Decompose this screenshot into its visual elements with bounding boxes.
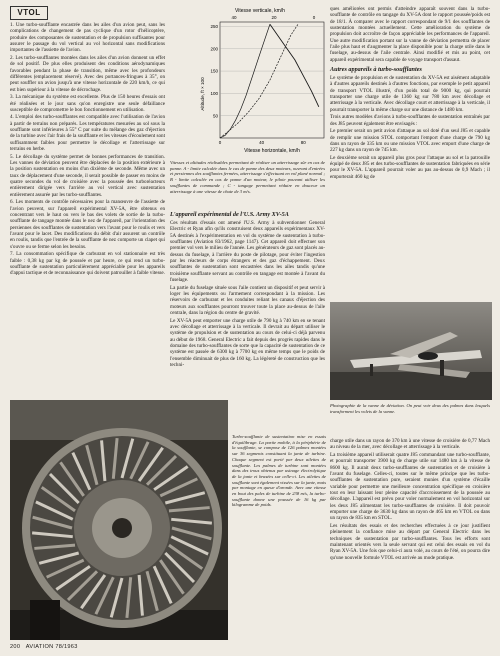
chart-y-tick: 200 (210, 46, 218, 52)
chart-y-tick: 100 (210, 90, 218, 96)
section-tag: VTOL (10, 6, 48, 20)
list-item: 5. Le décollage du système permet de bonnes performances de transition. Les vannes de déviation peuvent être déplacées de la position extérieure à la position sustentation en moins d'un dixième de seconde. Même avec un taux de déplacement d'une seconde, il serait possible de passer en moins de quatre secondes du vol de croisière avec la poussée des turboréacteurs entièrement dirigée vers l'arrière au vol vertical avec sustentation entièrement assurée par les turbo-soufflantes. (10, 153, 165, 198)
paragraph: La troisième appareil utiliserait quatre J85 commandant une turbo-soufflante, et pourrait transporter 3900 kg de charge utile sur 1480 km à la vitesse de 8600 kg. Il aurait deux turbo-soufflantes de sustentation et de croisière à l'avant du fuselage. Celles-ci, toutes sur le même principe que les turbo-soufflantes de sustentation pure, seraient munies d'un système d'écaille variable pour permettre une meilleure concentration spécifique en croisière tout en leur laissant leur pleine capacité d'accroissement de la poussée au décollage. L'appareil est prévu pour voler normalement en vol horizontal sur les deux J85 alimentant les turbo-soufflantes de croisière. Il doit pouvoir emporter une charge de 3630 kg dans un rayon de 465 km en VTOL ou dans un rayon de 835 km en STOL. (330, 451, 490, 522)
chart-caption: Vitesses et altitudes réalisables permettant de réaliser un atterrissage sûr en cas de panne. A - limite calculée dans le cas de panne des deux moteurs, ouvrant d'entrées et persiennes des soufflantes fermées, atterrissage s'effectuant en vol plané normal ; B - limite calculée en cas de panne d'un moteur, le pilote pouvant utiliser les soufflantes de commande ; C - tangage permettant réduire en douceur un atterrissage à une vitesse de chute de 3 m/s. (170, 160, 325, 194)
paragraph: Le système de propulsion et de sustentation du XV-5A est aisément adaptable à d'autres appareils destinés à d'autres fonctions, par exemple le petit appareil de transport VTOL illustré, d'un poids total de 9000 kg, qui pourrait transporter une charge utile de 1360 kg sur 780 km avec décollage et atterrissage à la verticale. Avec décollage court et atterrissage à la verticale, il pourrait transporter la même charge sur une distance de 1480 km. (330, 75, 490, 113)
aircraft-image (330, 302, 492, 400)
paragraph: Ces résultats d'essais ont amené l'U.S. Army à subventionner General Electric et Ryan afin qu'ils construisent deux appareils expérimentaux XV-5A destinés à l'expérimentation en vol du système de sustentation à turbo-soufflantes (Aviation 83/1962, page 1147). Cet appareil doit effectuer son premier vol vers le milieu de l'année. Les générateurs de gaz sont placés au-dessus du fuselage, à l'arrière du poste de pilotage, pour éviter l'ingestion par les réacteurs de corps étrangers et des gaz d'échappement. Deux soufflantes de sustentation sont encastrées dans les ailes tandis qu'une troisième soufflante servant au contrôle en tangage est montée à l'avant du fuselage. (170, 220, 325, 284)
list-item: 3. La mécanique du système est excellente. Plus de 150 heures d'essais ont été réalisées et le jour sans qu'on enregistre une seule défaillance susceptible de compromettre le bon fonctionnement en utilisation. (10, 94, 165, 113)
article-column-3 (330, 6, 490, 181)
paragraph: Le premier serait un petit avion d'attaque au sol doté d'un seul J85 et capable de remplir une mission STOL comportant l'emport d'une charge de 790 kg dans un rayon de 335 km ou une mission VTOL avec emport d'une charge de 227 kg dans un rayon de 745 km. (330, 128, 490, 154)
chart-top-tick: 0 (312, 15, 316, 20)
list-item: 7. La consommation spécifique de carburant en vol stationnaire est très faible : 0,38 kg par kg de poussée et par heure, ce qui rend un turbo-soufflante de sustentation particulièrement appréciable pour les appareils d'appui tactique et de reconnaissance qui doivent patrouiller à faible vitesse. (10, 251, 165, 277)
chart-series-line (220, 24, 298, 138)
chart-svg (196, 4, 328, 154)
chart-y-tick: 50 (212, 113, 218, 119)
section-heading: L'appareil expérimental de l'U.S. Army XV-5A (170, 211, 289, 218)
lift-fan-image (10, 400, 228, 640)
chart-y-label: Altitude, ft × 100 (200, 77, 205, 111)
paragraph: charge utile dans un rayon de 370 km à une vitesse de croisière de 0,77 Mach au niveau de la mer, avec décollage et atterrissage à la verticale. (330, 438, 490, 451)
chart-top-tick: 40 (231, 15, 237, 20)
chart-x-label: Vitesse horizontale, km/h (244, 148, 300, 154)
aircraft-photo-caption: Photographie de la vanne de déviation. On peut voir deux des palmes dans lesquels transforment les volets de la vanne. (330, 403, 490, 414)
chart-x-tick: 40 (259, 140, 265, 145)
lift-fan-caption: Turbo-soufflante de sustentation mise en essais d'équilibrage. La partie mobile, à la périphérie de la soufflante, se compose de 126 palmes montées sur 36 segments constituant la jante de turbine. Chaque segment est porté par deux ailettes de soufflante. Les palmes de turbine sont montées dans des trous obtenus par usinage électrolytique de la jante et brasées sur celle-ci. Les ailettes de soufflante sont également vissées sur la jante, mais par montage en queue d'aronde. Avec une vitesse en bout des pales de turbine de 238 m/s, la turbo-soufflante donne une poussée de 16 kg par kilogramme de poids. (232, 434, 326, 508)
section-heading: Autres appareils à turbo-soufflantes (330, 66, 422, 74)
article-column-2 (170, 208, 325, 369)
flight-envelope-chart (196, 4, 328, 154)
paragraph: Le deuxième serait un appareil plus gros pour l'attaque au sol et la patrouille équipé de deux J85 et des turbo-soufflantes de sustentation fabriquées en série pour le XV-5A. L'appareil pourrait voler au pas au-dessus de 0,9 Mach ; il emporterait 460 kg de (330, 154, 490, 180)
list-item: 1. Une turbo-soufflante encastrée dans les ailes d'un avion peut, sans les complications de changement de pas cyclique d'un rotor d'hélicoptère, produire des composantes de sustentation et de propulsion suffisantes pour assurer le passage du vol vertical au vol horizontal sans modifications importantes de l'assiette de l'avion. (10, 22, 165, 54)
article-column-1 (10, 22, 165, 278)
chart-series-line (220, 24, 270, 138)
aircraft-photo (330, 302, 492, 400)
page-number: 200 (10, 644, 21, 650)
paragraph: Le XV-5A peut emporter une charge utile de 790 kg à 740 km en se tenant avec décollage et atterrissage à la verticale. Il devrait au départ utiliser le système de propulsion et de sustentation au cours de celui-ci déjà parvenu au début de 1968. General Electric a fait depuis des progrès rapides dans le domaine des turbo-soufflantes de sorte que la capacité de sustentation de ce système est passée de 6300 kg à 7700 kg en même temps que le poids de l'ensemble diminuait de plus de 160 kg. La légèreté de construction que les techni- (170, 317, 325, 368)
chart-y-tick: 250 (210, 24, 218, 30)
chart-x-tick: 0 (218, 140, 222, 145)
chart-top-label: Vitesse verticale, km/h (235, 8, 285, 14)
chart-series-line (270, 24, 319, 107)
lift-fan-photo (10, 400, 228, 640)
page-footer (10, 644, 82, 650)
list-item: 2. Les turbo-soufflantes montées dans les ailes d'un avion donnent un effet de sol positif. De plus elles produisent des conditions aérodynamiques favorables pendant la phase de transition, même avec les profondeurs différentes (emplacement réservé). Avec des portances-fringues à 35°, on peut souffler un avion jusqu'à une vitesse horizontale de 220 km/h, ce qui est bien supérieur à la vitesse de décrochage. (10, 54, 165, 93)
chart-y-tick: 150 (210, 68, 218, 74)
paragraph: La partie du fuselage située sous l'aile contient un dispositif et peut servir à loger les équipements ou l'armement correspondant à la mission. Les réservoirs de carburant et les conduites reliant les canaux d'éjection des moteurs aux soufflantes pourront trouver toute la place au-dessus de l'aile centrale, dans la région du centre de gravité. (170, 284, 325, 316)
paragraph: Trois autres modèles d'avions à turbo-soufflantes de sustentation entraînés par des J85 peuvent également être envisagés : (330, 114, 490, 127)
chart-marks (210, 24, 324, 145)
chart-top-tick: 20 (271, 15, 277, 20)
list-item: 6. Les moments de contrôle nécessaires pour la manœuvre de l'assiette de l'avion peuvent, sur l'appareil expérimental XV-5A, être obtenus en concentrant vers le haut ou vers le bas des volets de sortie de la turbo-soufflante de tangage montée dans le nez de l'appareil, par l'orientation des persiennes des soufflantes de sustentation vers l'avant pour le roulis et vers l'avant pour le lacet. Des modifications du débit d'air assurent un contrôle en roulis, tandis que l'entrée de la soufflante de nez comporte un clapet qui s'ouvre ou se ferme selon les besoins. (10, 199, 165, 250)
article-column-4 (330, 438, 490, 562)
publication-name: AVIATION 78/1963 (25, 644, 78, 650)
list-item: 4. L'emploi des turbo-soufflantes est compatible avec l'utilisation de l'avion à partir de terrains non préparés. Les températures mesurées au sol sous la soufflante sont inférieures à 55° C par suite du mélange des gaz d'éjection de la turbine avec l'air frais de la soufflante et les vitesses d'écoulement sont suffisamment faibles pour permettre le décollage et l'atterrissage sur terrains en herbe. (10, 114, 165, 153)
paragraph: ques améliorées ont permis d'atteindre apparaît souvent dans la turbo-soufflante de contrôle en tangage du XV-5A dont le rapport poussée/poids est de 18/1. À comparer avec le rapport correspondant de 9/1 des soufflantes de sustentation montées actuellement. Cette amélioration du système de propulsion doit accroître de façon appréciable les performances de l'appareil. Une autre modification portant sur la vanne de déviation permettra de placer l'aile plus haut et d'augmenter la place disponible pour la charge utile dans le fuselage, au-dessus de l'aile centrale. Ainsi modifié et mis au point, cet appareil expérimental sera capable de voyage transport d'assaut. (330, 6, 490, 63)
paragraph: Les résultats des essais et des recherches effectuées à ce jour justifient pleinement la confiance mise au départ par General Electric dans les techniques de sustentation par turbo-soufflantes. Tous les efforts sont maintenant orientés vers la seule servant qui est celui des essais en vol du Ryan XV-5A. Une fois que celui-ci aura volé, au cours de l'été, on pourra dire qu'une nouvelle formule VTOL est arrivée au mode pratique. (330, 522, 490, 561)
chart-x-tick: 80 (300, 140, 306, 145)
